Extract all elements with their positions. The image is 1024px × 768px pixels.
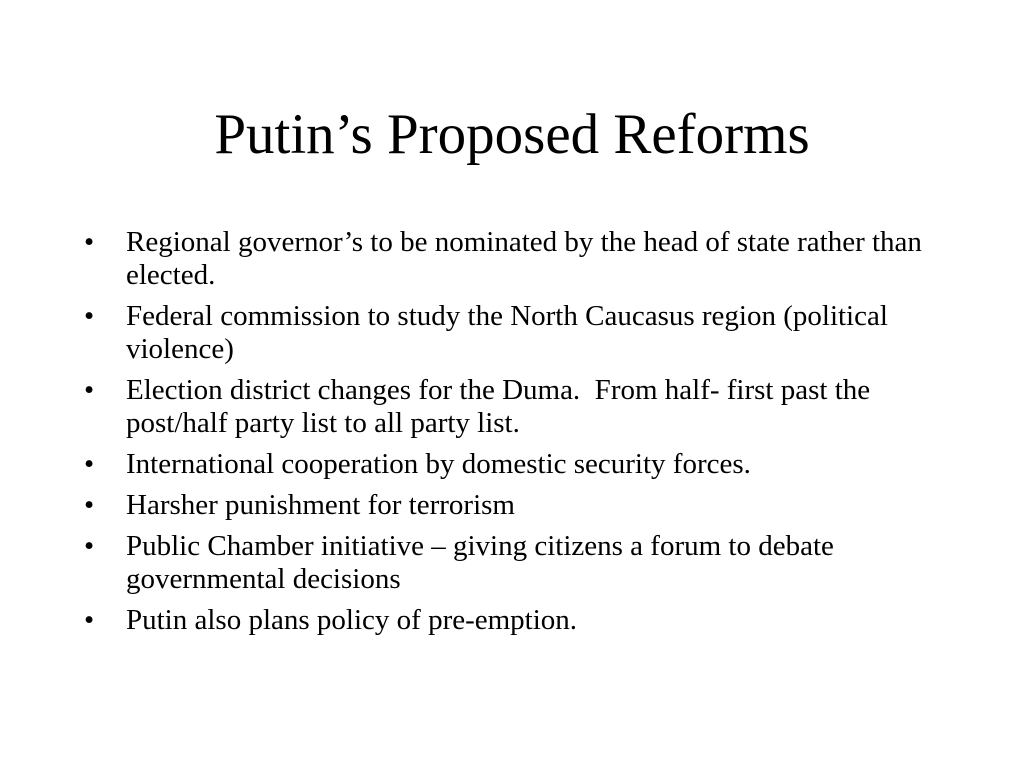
slide-title: Putin’s Proposed Reforms: [214, 103, 810, 166]
bullet-list: [84, 226, 924, 645]
bullet-icon: •: [84, 604, 95, 636]
bullet-icon: •: [84, 374, 95, 406]
bullet-icon: •: [84, 226, 95, 258]
bullet-item-election-district: [84, 374, 924, 440]
bullet-text: Harsher punishment for terrorism: [126, 489, 515, 521]
bullet-item-pre-emption: [84, 604, 924, 637]
bullet-icon: •: [84, 448, 95, 480]
bullet-text: Regional governor’s to be nominated by the head of state rather than elected.: [126, 226, 922, 291]
bullet-item-federal-commission: [84, 300, 924, 366]
bullet-text: International cooperation by domestic security forces.: [126, 448, 751, 480]
bullet-item-international-cooperation: [84, 448, 924, 481]
bullet-text: Federal commission to study the North Caucasus region (political violence): [126, 300, 888, 365]
bullet-icon: •: [84, 489, 95, 521]
bullet-item-governors: [84, 226, 924, 292]
bullet-text: Election district changes for the Duma. From half- first past the post/half party list to all party list.: [126, 374, 878, 439]
bullet-text: Putin also plans policy of pre-emption.: [126, 604, 578, 636]
bullet-item-harsher-punishment: [84, 489, 924, 522]
bullet-icon: •: [84, 300, 95, 332]
bullet-icon: •: [84, 530, 95, 562]
bullet-text: Public Chamber initiative – giving citizens a forum to debate governmental decisions: [126, 530, 834, 595]
bullet-item-public-chamber: [84, 530, 924, 596]
